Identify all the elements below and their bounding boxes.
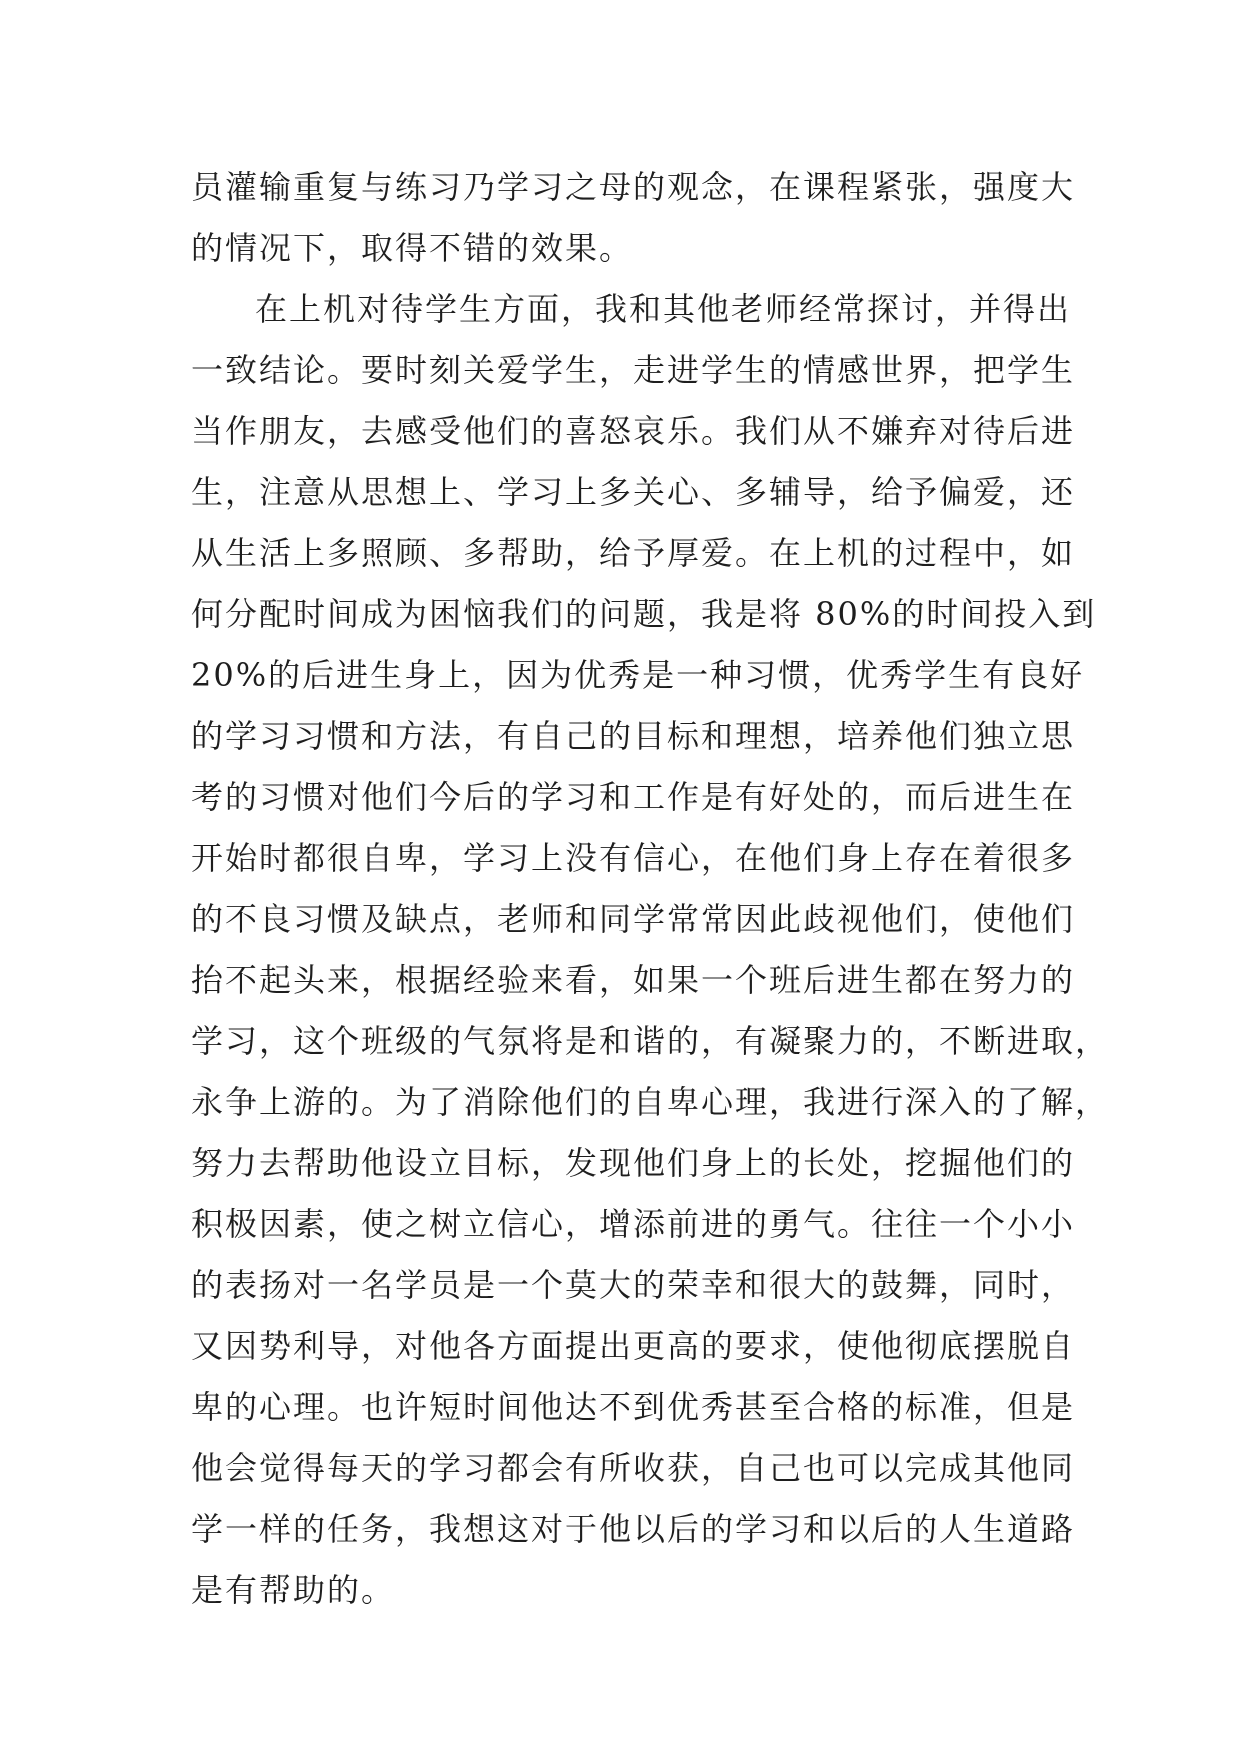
text-line-first: 在上机对待学生方面，我和其他老师经常探讨，并得出 [255, 290, 1072, 328]
text-line: 卑的心理。也许短时间他达不到优秀甚至合格的标准，但是 [191, 1388, 1076, 1426]
text-line-last: 是有帮助的。 [191, 1571, 396, 1609]
text-line: 的不良习惯及缺点，老师和同学常常因此歧视他们，使他们 [191, 900, 1076, 938]
text-line: 积极因素，使之树立信心，增添前进的勇气。往往一个小小 [191, 1205, 1076, 1243]
text-line: 开始时都很自卑，学习上没有信心，在他们身上存在着很多 [191, 839, 1076, 877]
text-line: 一致结论。要时刻关爱学生，走进学生的情感世界，把学生 [191, 351, 1076, 389]
text-line: 永争上游的。为了消除他们的自卑心理，我进行深入的了解， [191, 1083, 1110, 1121]
text-line: 当作朋友，去感受他们的喜怒哀乐。我们从不嫌弃对待后进 [191, 412, 1076, 450]
text-line: 又因势利导，对他各方面提出更高的要求，使他彻底摆脱自 [191, 1327, 1076, 1365]
paragraph-continued [191, 157, 1076, 279]
text-line: 员灌输重复与练习乃学习之母的观念，在课程紧张，强度大 [191, 168, 1076, 206]
paragraph-main [191, 279, 1110, 1621]
text-line: 努力去帮助他设立目标，发现他们身上的长处，挖掘他们的 [191, 1144, 1076, 1182]
text-line: 学一样的任务，我想这对于他以后的学习和以后的人生道路 [191, 1510, 1076, 1548]
text-line: 从生活上多照顾、多帮助，给予厚爱。在上机的过程中，如 [191, 534, 1076, 572]
text-line: 他会觉得每天的学习都会有所收获，自己也可以完成其他同 [191, 1449, 1076, 1487]
text-line: 20%的后进生身上，因为优秀是一种习惯，优秀学生有良好 [191, 656, 1085, 694]
text-line: 学习，这个班级的气氛将是和谐的，有凝聚力的，不断进取， [191, 1022, 1110, 1060]
text-line: 的学习习惯和方法，有自己的目标和理想，培养他们独立思 [191, 717, 1076, 755]
text-line: 何分配时间成为困恼我们的问题，我是将 80%的时间投入到 [191, 595, 1097, 633]
text-line: 考的习惯对他们今后的学习和工作是有好处的，而后进生在 [191, 778, 1076, 816]
text-line: 生，注意从思想上、学习上多关心、多辅导，给予偏爱，还 [191, 473, 1076, 511]
text-line: 的表扬对一名学员是一个莫大的荣幸和很大的鼓舞，同时， [191, 1266, 1076, 1304]
text-line: 抬不起头来，根据经验来看，如果一个班后进生都在努力的 [191, 961, 1076, 999]
text-line: 的情况下，取得不错的效果。 [191, 229, 634, 267]
